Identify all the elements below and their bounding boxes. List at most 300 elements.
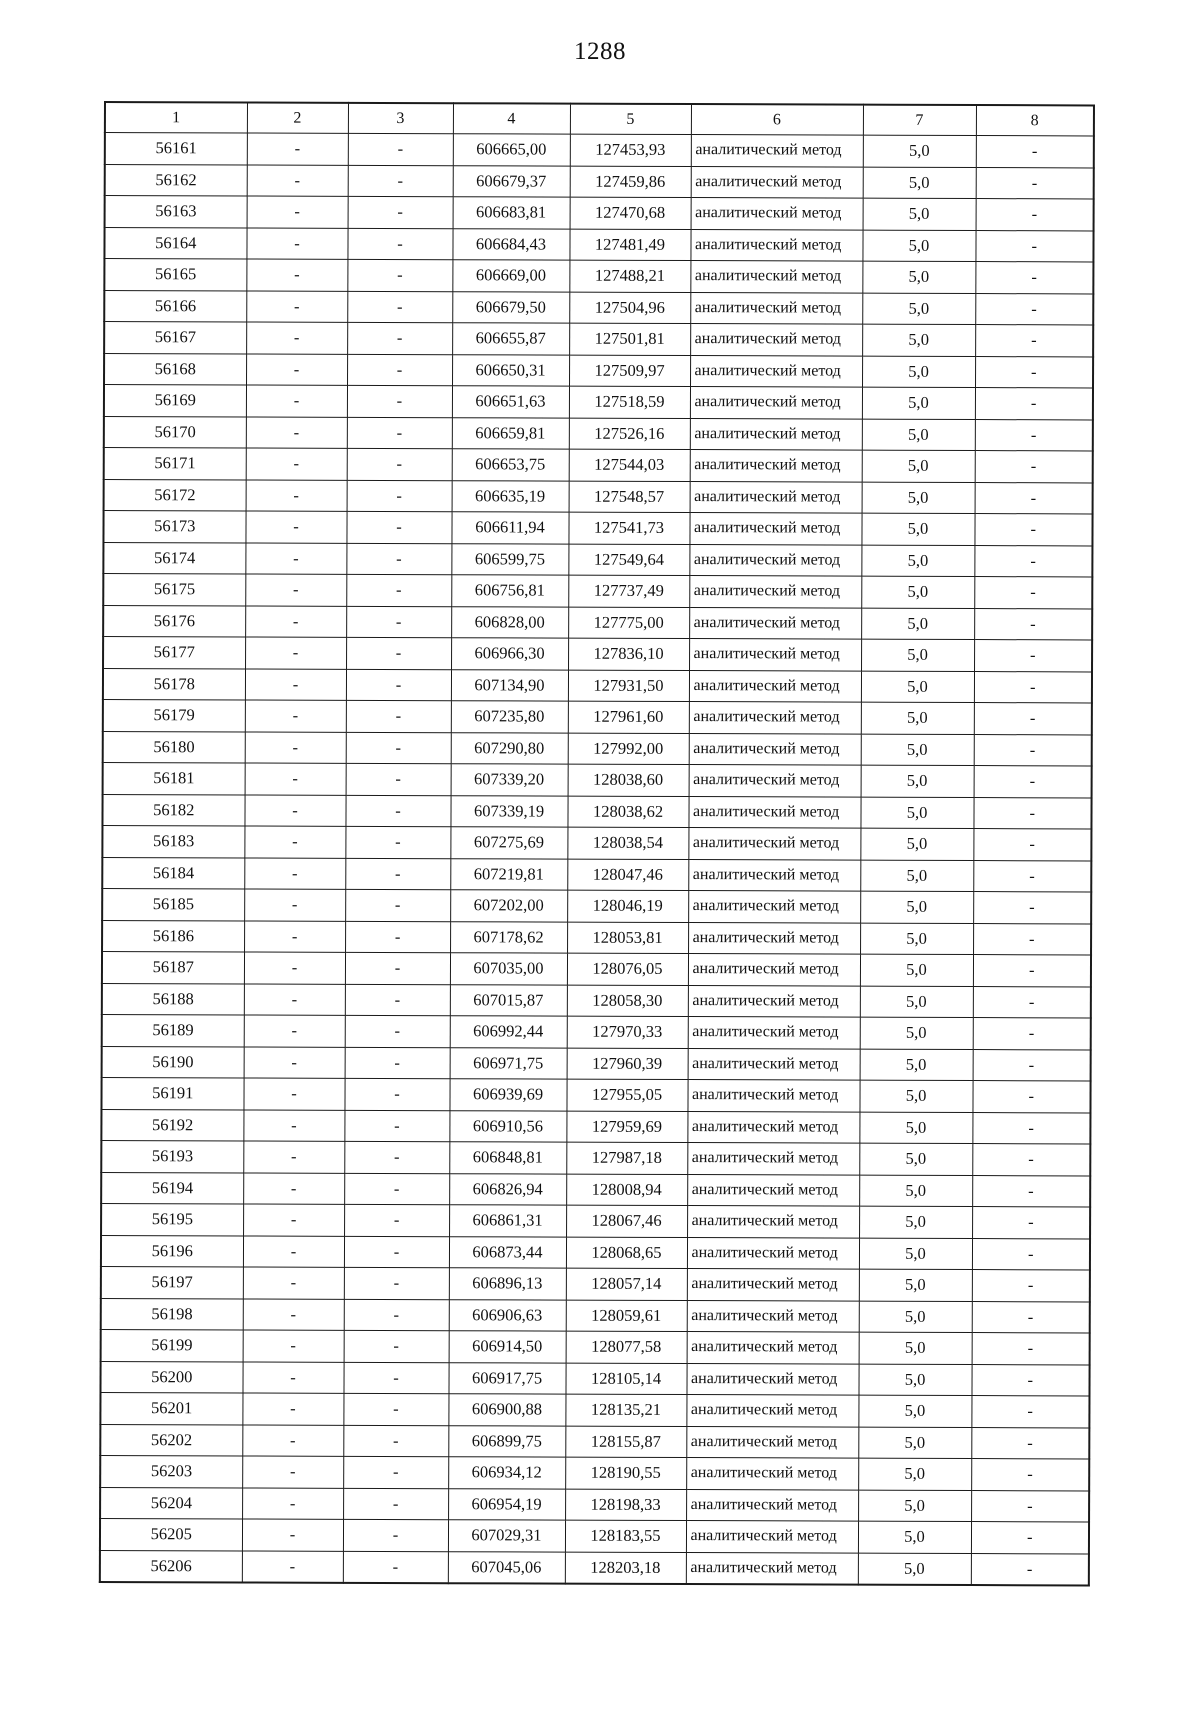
col-3-value-cell: - bbox=[347, 228, 452, 260]
accuracy-cell: 5,0 bbox=[862, 482, 975, 514]
accuracy-cell: 5,0 bbox=[860, 986, 973, 1018]
accuracy-cell: 5,0 bbox=[858, 1521, 971, 1553]
table-row bbox=[103, 637, 1092, 672]
coord-y-cell: 128076,05 bbox=[567, 953, 688, 985]
method-cell: аналитический метод bbox=[687, 1237, 859, 1269]
coord-x-cell: 606653,75 bbox=[452, 449, 569, 481]
col-8-value-cell: - bbox=[974, 514, 1092, 546]
accuracy-cell: 5,0 bbox=[863, 198, 976, 230]
col-3-value-cell: - bbox=[346, 732, 451, 764]
coord-x-cell: 606861,31 bbox=[449, 1205, 566, 1237]
col-8-value-cell: - bbox=[973, 955, 1091, 987]
coord-y-cell: 128058,30 bbox=[567, 985, 688, 1017]
point-number-cell: 56165 bbox=[104, 259, 246, 291]
method-cell: аналитический метод bbox=[691, 198, 863, 230]
coord-y-cell: 128047,46 bbox=[567, 859, 688, 891]
table-row bbox=[103, 699, 1092, 734]
col-2-value-cell: - bbox=[247, 196, 348, 228]
col-8-value-cell: - bbox=[972, 1270, 1090, 1302]
table-row bbox=[102, 920, 1091, 955]
table-row bbox=[103, 731, 1092, 766]
coord-x-cell: 606659,81 bbox=[452, 417, 569, 449]
accuracy-cell: 5,0 bbox=[861, 765, 974, 797]
col-3-value-cell: - bbox=[347, 385, 452, 417]
col-8-value-cell: - bbox=[972, 1333, 1090, 1365]
col-8-value-cell: - bbox=[975, 451, 1093, 483]
col-8-value-cell: - bbox=[972, 1207, 1090, 1239]
point-number-cell: 56182 bbox=[102, 794, 244, 826]
accuracy-cell: 5,0 bbox=[859, 1332, 972, 1364]
accuracy-cell: 5,0 bbox=[861, 734, 974, 766]
method-cell: аналитический метод bbox=[691, 166, 863, 198]
col-8-value-cell: - bbox=[971, 1459, 1089, 1491]
method-cell: аналитический метод bbox=[688, 828, 860, 860]
accuracy-cell: 5,0 bbox=[860, 891, 973, 923]
col-2-value-cell: - bbox=[244, 952, 345, 984]
col-3-value-cell: - bbox=[345, 984, 450, 1016]
table-row bbox=[105, 133, 1094, 168]
point-number-cell: 56169 bbox=[104, 385, 246, 417]
coord-y-cell: 128203,18 bbox=[565, 1552, 686, 1584]
accuracy-cell: 5,0 bbox=[861, 608, 974, 640]
col-2-value-cell: - bbox=[245, 700, 346, 732]
col-3-value-cell: - bbox=[347, 291, 452, 323]
col-3-value-cell: - bbox=[347, 448, 452, 480]
coord-x-cell: 607202,00 bbox=[450, 890, 567, 922]
column-header: 3 bbox=[348, 103, 453, 134]
col-8-value-cell: - bbox=[975, 356, 1093, 388]
coord-x-cell: 607015,87 bbox=[450, 984, 567, 1016]
method-cell: аналитический метод bbox=[687, 1143, 859, 1175]
table-row bbox=[101, 1329, 1090, 1364]
col-8-value-cell: - bbox=[974, 671, 1092, 703]
col-3-value-cell: - bbox=[344, 1078, 449, 1110]
coord-x-cell: 606992,44 bbox=[450, 1016, 567, 1048]
coord-y-cell: 128105,14 bbox=[565, 1363, 686, 1395]
table-row bbox=[101, 1203, 1090, 1238]
table-row bbox=[102, 1046, 1091, 1081]
method-cell: аналитический метод bbox=[689, 765, 861, 797]
column-header: 2 bbox=[247, 102, 348, 133]
point-number-cell: 56162 bbox=[105, 164, 247, 196]
coord-x-cell: 606756,81 bbox=[451, 575, 568, 607]
coord-x-cell: 606873,44 bbox=[449, 1236, 566, 1268]
col-8-value-cell: - bbox=[971, 1553, 1089, 1585]
col-3-value-cell: - bbox=[346, 669, 451, 701]
col-8-value-cell: - bbox=[974, 577, 1092, 609]
accuracy-cell: 5,0 bbox=[860, 1017, 973, 1049]
coord-y-cell: 127481,49 bbox=[569, 229, 690, 261]
col-2-value-cell: - bbox=[247, 133, 348, 165]
method-cell: аналитический метод bbox=[686, 1489, 858, 1521]
col-3-value-cell: - bbox=[347, 417, 452, 449]
method-cell: аналитический метод bbox=[686, 1521, 858, 1553]
point-number-cell: 56171 bbox=[104, 448, 246, 480]
coord-y-cell: 127970,33 bbox=[567, 1016, 688, 1048]
col-2-value-cell: - bbox=[246, 322, 347, 354]
col-2-value-cell: - bbox=[243, 1267, 344, 1299]
col-3-value-cell: - bbox=[345, 952, 450, 984]
col-3-value-cell: - bbox=[348, 133, 453, 165]
col-2-value-cell: - bbox=[244, 826, 345, 858]
point-number-cell: 56175 bbox=[103, 574, 245, 606]
point-number-cell: 56206 bbox=[100, 1550, 242, 1582]
col-3-value-cell: - bbox=[346, 606, 451, 638]
col-2-value-cell: - bbox=[243, 1235, 344, 1267]
method-cell: аналитический метод bbox=[688, 1048, 860, 1080]
point-number-cell: 56202 bbox=[100, 1424, 242, 1456]
table-row bbox=[100, 1361, 1089, 1396]
table-row bbox=[100, 1392, 1089, 1427]
point-number-cell: 56168 bbox=[104, 353, 246, 385]
coord-y-cell: 127501,81 bbox=[569, 323, 690, 355]
point-number-cell: 56199 bbox=[101, 1329, 243, 1361]
point-number-cell: 56189 bbox=[102, 1014, 244, 1046]
coord-y-cell: 127518,59 bbox=[569, 386, 690, 418]
table-row bbox=[104, 416, 1093, 451]
col-3-value-cell: - bbox=[343, 1551, 448, 1583]
col-3-value-cell: - bbox=[346, 700, 451, 732]
table-row bbox=[101, 1140, 1090, 1175]
col-2-value-cell: - bbox=[242, 1519, 343, 1551]
accuracy-cell: 5,0 bbox=[862, 387, 975, 419]
col-8-value-cell: - bbox=[972, 1301, 1090, 1333]
table-row bbox=[101, 1298, 1090, 1333]
coord-y-cell: 128057,14 bbox=[566, 1268, 687, 1300]
point-number-cell: 56173 bbox=[103, 511, 245, 543]
table-row bbox=[101, 1266, 1090, 1301]
point-number-cell: 56178 bbox=[103, 668, 245, 700]
accuracy-cell: 5,0 bbox=[858, 1364, 971, 1396]
col-3-value-cell: - bbox=[347, 322, 452, 354]
table-row bbox=[103, 668, 1092, 703]
coord-x-cell: 606917,75 bbox=[448, 1362, 565, 1394]
col-8-value-cell: - bbox=[973, 860, 1091, 892]
coord-y-cell: 127960,39 bbox=[567, 1048, 688, 1080]
col-8-value-cell: - bbox=[974, 545, 1092, 577]
col-8-value-cell: - bbox=[975, 230, 1093, 262]
method-cell: аналитический метод bbox=[690, 229, 862, 261]
point-number-cell: 56191 bbox=[101, 1077, 243, 1109]
col-3-value-cell: - bbox=[346, 637, 451, 669]
col-8-value-cell: - bbox=[975, 262, 1093, 294]
point-number-cell: 56183 bbox=[102, 825, 244, 857]
col-2-value-cell: - bbox=[243, 1204, 344, 1236]
col-8-value-cell: - bbox=[973, 923, 1091, 955]
col-2-value-cell: - bbox=[246, 416, 347, 448]
col-2-value-cell: - bbox=[244, 983, 345, 1015]
table-row bbox=[104, 259, 1093, 294]
method-cell: аналитический метод bbox=[690, 355, 862, 387]
method-cell: аналитический метод bbox=[689, 639, 861, 671]
accuracy-cell: 5,0 bbox=[861, 513, 974, 545]
point-number-cell: 56197 bbox=[101, 1266, 243, 1298]
point-number-cell: 56179 bbox=[103, 699, 245, 731]
coord-y-cell: 128198,33 bbox=[565, 1489, 686, 1521]
table-row bbox=[104, 385, 1093, 420]
column-header: 8 bbox=[976, 105, 1094, 136]
method-cell: аналитический метод bbox=[690, 418, 862, 450]
method-cell: аналитический метод bbox=[689, 702, 861, 734]
coord-x-cell: 607290,80 bbox=[451, 732, 568, 764]
method-cell: аналитический метод bbox=[686, 1395, 858, 1427]
coord-y-cell: 128135,21 bbox=[565, 1394, 686, 1426]
col-8-value-cell: - bbox=[973, 797, 1091, 829]
col-3-value-cell: - bbox=[344, 1267, 449, 1299]
coord-y-cell: 127504,96 bbox=[569, 292, 690, 324]
coord-x-cell: 607134,90 bbox=[451, 669, 568, 701]
column-header: 6 bbox=[691, 104, 863, 135]
table-row bbox=[103, 762, 1092, 797]
coord-y-cell: 127987,18 bbox=[566, 1142, 687, 1174]
coord-y-cell: 127548,57 bbox=[569, 481, 690, 513]
method-cell: аналитический метод bbox=[688, 954, 860, 986]
col-2-value-cell: - bbox=[246, 259, 347, 291]
coord-y-cell: 128038,60 bbox=[568, 764, 689, 796]
coord-x-cell: 607219,81 bbox=[450, 858, 567, 890]
coord-y-cell: 128038,54 bbox=[567, 827, 688, 859]
col-2-value-cell: - bbox=[246, 227, 347, 259]
point-number-cell: 56187 bbox=[102, 951, 244, 983]
method-cell: аналитический метод bbox=[689, 544, 861, 576]
coord-y-cell: 127526,16 bbox=[569, 418, 690, 450]
accuracy-cell: 5,0 bbox=[861, 545, 974, 577]
method-cell: аналитический метод bbox=[689, 513, 861, 545]
table-row bbox=[100, 1455, 1089, 1490]
point-number-cell: 56163 bbox=[105, 196, 247, 228]
col-2-value-cell: - bbox=[245, 731, 346, 763]
table-row bbox=[103, 605, 1092, 640]
point-number-cell: 56188 bbox=[102, 983, 244, 1015]
col-8-value-cell: - bbox=[974, 608, 1092, 640]
col-3-value-cell: - bbox=[348, 165, 453, 197]
col-2-value-cell: - bbox=[242, 1424, 343, 1456]
col-2-value-cell: - bbox=[243, 1298, 344, 1330]
table-row bbox=[102, 983, 1091, 1018]
point-number-cell: 56176 bbox=[103, 605, 245, 637]
col-3-value-cell: - bbox=[345, 889, 450, 921]
col-8-value-cell: - bbox=[973, 1018, 1091, 1050]
coord-x-cell: 606611,94 bbox=[451, 512, 568, 544]
method-cell: аналитический метод bbox=[686, 1426, 858, 1458]
coord-x-cell: 606679,50 bbox=[452, 291, 569, 323]
accuracy-cell: 5,0 bbox=[861, 702, 974, 734]
point-number-cell: 56166 bbox=[104, 290, 246, 322]
accuracy-cell: 5,0 bbox=[858, 1553, 971, 1585]
accuracy-cell: 5,0 bbox=[861, 639, 974, 671]
col-2-value-cell: - bbox=[244, 889, 345, 921]
coord-y-cell: 128046,19 bbox=[567, 890, 688, 922]
point-number-cell: 56161 bbox=[105, 133, 247, 165]
col-8-value-cell: - bbox=[971, 1396, 1089, 1428]
col-2-value-cell: - bbox=[242, 1456, 343, 1488]
method-cell: аналитический метод bbox=[687, 1080, 859, 1112]
accuracy-cell: 5,0 bbox=[862, 450, 975, 482]
header-row bbox=[105, 102, 1094, 136]
col-2-value-cell: - bbox=[244, 920, 345, 952]
coord-y-cell: 127836,10 bbox=[568, 638, 689, 670]
col-8-value-cell: - bbox=[972, 1238, 1090, 1270]
accuracy-cell: 5,0 bbox=[859, 1238, 972, 1270]
col-8-value-cell: - bbox=[973, 892, 1091, 924]
coord-x-cell: 607035,00 bbox=[450, 953, 567, 985]
col-8-value-cell: - bbox=[972, 1112, 1090, 1144]
col-3-value-cell: - bbox=[347, 480, 452, 512]
point-number-cell: 56198 bbox=[101, 1298, 243, 1330]
col-2-value-cell: - bbox=[246, 479, 347, 511]
method-cell: аналитический метод bbox=[688, 1017, 860, 1049]
col-2-value-cell: - bbox=[242, 1361, 343, 1393]
accuracy-cell: 5,0 bbox=[863, 167, 976, 199]
col-3-value-cell: - bbox=[346, 511, 451, 543]
col-8-value-cell: - bbox=[975, 482, 1093, 514]
col-2-value-cell: - bbox=[243, 1172, 344, 1204]
col-3-value-cell: - bbox=[344, 1299, 449, 1331]
table-row bbox=[101, 1172, 1090, 1207]
col-3-value-cell: - bbox=[345, 858, 450, 890]
accuracy-cell: 5,0 bbox=[862, 230, 975, 262]
coord-x-cell: 607235,80 bbox=[451, 701, 568, 733]
table-row bbox=[104, 479, 1093, 514]
col-8-value-cell: - bbox=[974, 766, 1092, 798]
col-3-value-cell: - bbox=[344, 1236, 449, 1268]
method-cell: аналитический метод bbox=[687, 1206, 859, 1238]
table-row bbox=[104, 448, 1093, 483]
coord-x-cell: 606655,87 bbox=[452, 323, 569, 355]
method-cell: аналитический метод bbox=[690, 481, 862, 513]
col-8-value-cell: - bbox=[972, 1175, 1090, 1207]
method-cell: аналитический метод bbox=[690, 324, 862, 356]
col-8-value-cell: - bbox=[973, 829, 1091, 861]
col-3-value-cell: - bbox=[343, 1362, 448, 1394]
table-row bbox=[100, 1487, 1089, 1522]
accuracy-cell: 5,0 bbox=[859, 1301, 972, 1333]
col-3-value-cell: - bbox=[344, 1204, 449, 1236]
coord-x-cell: 607275,69 bbox=[450, 827, 567, 859]
coord-x-cell: 606899,75 bbox=[448, 1425, 565, 1457]
accuracy-cell: 5,0 bbox=[860, 828, 973, 860]
coord-x-cell: 606910,56 bbox=[449, 1110, 566, 1142]
accuracy-cell: 5,0 bbox=[859, 1080, 972, 1112]
col-3-value-cell: - bbox=[346, 763, 451, 795]
coord-y-cell: 128068,65 bbox=[566, 1237, 687, 1269]
table-row bbox=[102, 1014, 1091, 1049]
col-3-value-cell: - bbox=[345, 1047, 450, 1079]
coord-x-cell: 606906,63 bbox=[449, 1299, 566, 1331]
column-header: 5 bbox=[570, 104, 691, 135]
coord-x-cell: 606914,50 bbox=[449, 1331, 566, 1363]
coord-y-cell: 128059,61 bbox=[566, 1300, 687, 1332]
coord-y-cell: 128038,62 bbox=[567, 796, 688, 828]
table-row bbox=[101, 1077, 1090, 1112]
coord-y-cell: 127459,86 bbox=[570, 166, 691, 198]
point-number-cell: 56201 bbox=[100, 1392, 242, 1424]
accuracy-cell: 5,0 bbox=[860, 797, 973, 829]
point-number-cell: 56172 bbox=[104, 479, 246, 511]
accuracy-cell: 5,0 bbox=[862, 324, 975, 356]
point-number-cell: 56204 bbox=[100, 1487, 242, 1519]
accuracy-cell: 5,0 bbox=[862, 356, 975, 388]
coord-y-cell: 127959,69 bbox=[566, 1111, 687, 1143]
col-2-value-cell: - bbox=[244, 794, 345, 826]
point-number-cell: 56205 bbox=[100, 1518, 242, 1550]
method-cell: аналитический метод bbox=[688, 891, 860, 923]
method-cell: аналитический метод bbox=[690, 387, 862, 419]
coord-y-cell: 128077,58 bbox=[566, 1331, 687, 1363]
table-row bbox=[105, 164, 1094, 199]
coord-y-cell: 128190,55 bbox=[565, 1457, 686, 1489]
table-row bbox=[102, 857, 1091, 892]
coord-y-cell: 127931,50 bbox=[568, 670, 689, 702]
col-2-value-cell: - bbox=[243, 1330, 344, 1362]
accuracy-cell: 5,0 bbox=[862, 293, 975, 325]
method-cell: аналитический метод bbox=[687, 1174, 859, 1206]
col-2-value-cell: - bbox=[243, 1141, 344, 1173]
accuracy-cell: 5,0 bbox=[859, 1269, 972, 1301]
point-number-cell: 56177 bbox=[103, 637, 245, 669]
col-3-value-cell: - bbox=[344, 1110, 449, 1142]
point-number-cell: 56167 bbox=[104, 322, 246, 354]
col-3-value-cell: - bbox=[345, 826, 450, 858]
col-2-value-cell: - bbox=[244, 1046, 345, 1078]
method-cell: аналитический метод bbox=[687, 1300, 859, 1332]
col-8-value-cell: - bbox=[973, 1049, 1091, 1081]
method-cell: аналитический метод bbox=[688, 922, 860, 954]
point-number-cell: 56174 bbox=[103, 542, 245, 574]
coord-x-cell: 606684,43 bbox=[452, 228, 569, 260]
col-2-value-cell: - bbox=[246, 290, 347, 322]
col-8-value-cell: - bbox=[975, 293, 1093, 325]
coord-x-cell: 606665,00 bbox=[453, 134, 570, 166]
accuracy-cell: 5,0 bbox=[861, 576, 974, 608]
col-3-value-cell: - bbox=[344, 1141, 449, 1173]
column-header: 4 bbox=[453, 103, 570, 134]
coord-y-cell: 127488,21 bbox=[569, 260, 690, 292]
col-2-value-cell: - bbox=[243, 1109, 344, 1141]
method-cell: аналитический метод bbox=[687, 1111, 859, 1143]
point-number-cell: 56180 bbox=[103, 731, 245, 763]
point-number-cell: 56185 bbox=[102, 888, 244, 920]
col-2-value-cell: - bbox=[246, 448, 347, 480]
coord-x-cell: 606828,00 bbox=[451, 606, 568, 638]
point-number-cell: 56194 bbox=[101, 1172, 243, 1204]
coord-x-cell: 606971,75 bbox=[450, 1047, 567, 1079]
col-8-value-cell: - bbox=[972, 1144, 1090, 1176]
coordinates-table-wrap bbox=[99, 101, 1095, 1586]
col-2-value-cell: - bbox=[246, 385, 347, 417]
col-3-value-cell: - bbox=[343, 1456, 448, 1488]
method-cell: аналитический метод bbox=[689, 733, 861, 765]
method-cell: аналитический метод bbox=[688, 796, 860, 828]
col-3-value-cell: - bbox=[343, 1425, 448, 1457]
point-number-cell: 56193 bbox=[101, 1140, 243, 1172]
table-row bbox=[103, 574, 1092, 609]
coord-x-cell: 607339,19 bbox=[450, 795, 567, 827]
method-cell: аналитический метод bbox=[688, 859, 860, 891]
method-cell: аналитический метод bbox=[690, 261, 862, 293]
point-number-cell: 56192 bbox=[101, 1109, 243, 1141]
col-2-value-cell: - bbox=[242, 1487, 343, 1519]
accuracy-cell: 5,0 bbox=[858, 1427, 971, 1459]
coord-x-cell: 607045,06 bbox=[448, 1551, 565, 1583]
col-8-value-cell: - bbox=[972, 1081, 1090, 1113]
col-3-value-cell: - bbox=[346, 574, 451, 606]
col-2-value-cell: - bbox=[245, 605, 346, 637]
coord-y-cell: 127470,68 bbox=[570, 197, 691, 229]
coord-y-cell: 127775,00 bbox=[568, 607, 689, 639]
coord-y-cell: 128067,46 bbox=[566, 1205, 687, 1237]
accuracy-cell: 5,0 bbox=[858, 1395, 971, 1427]
